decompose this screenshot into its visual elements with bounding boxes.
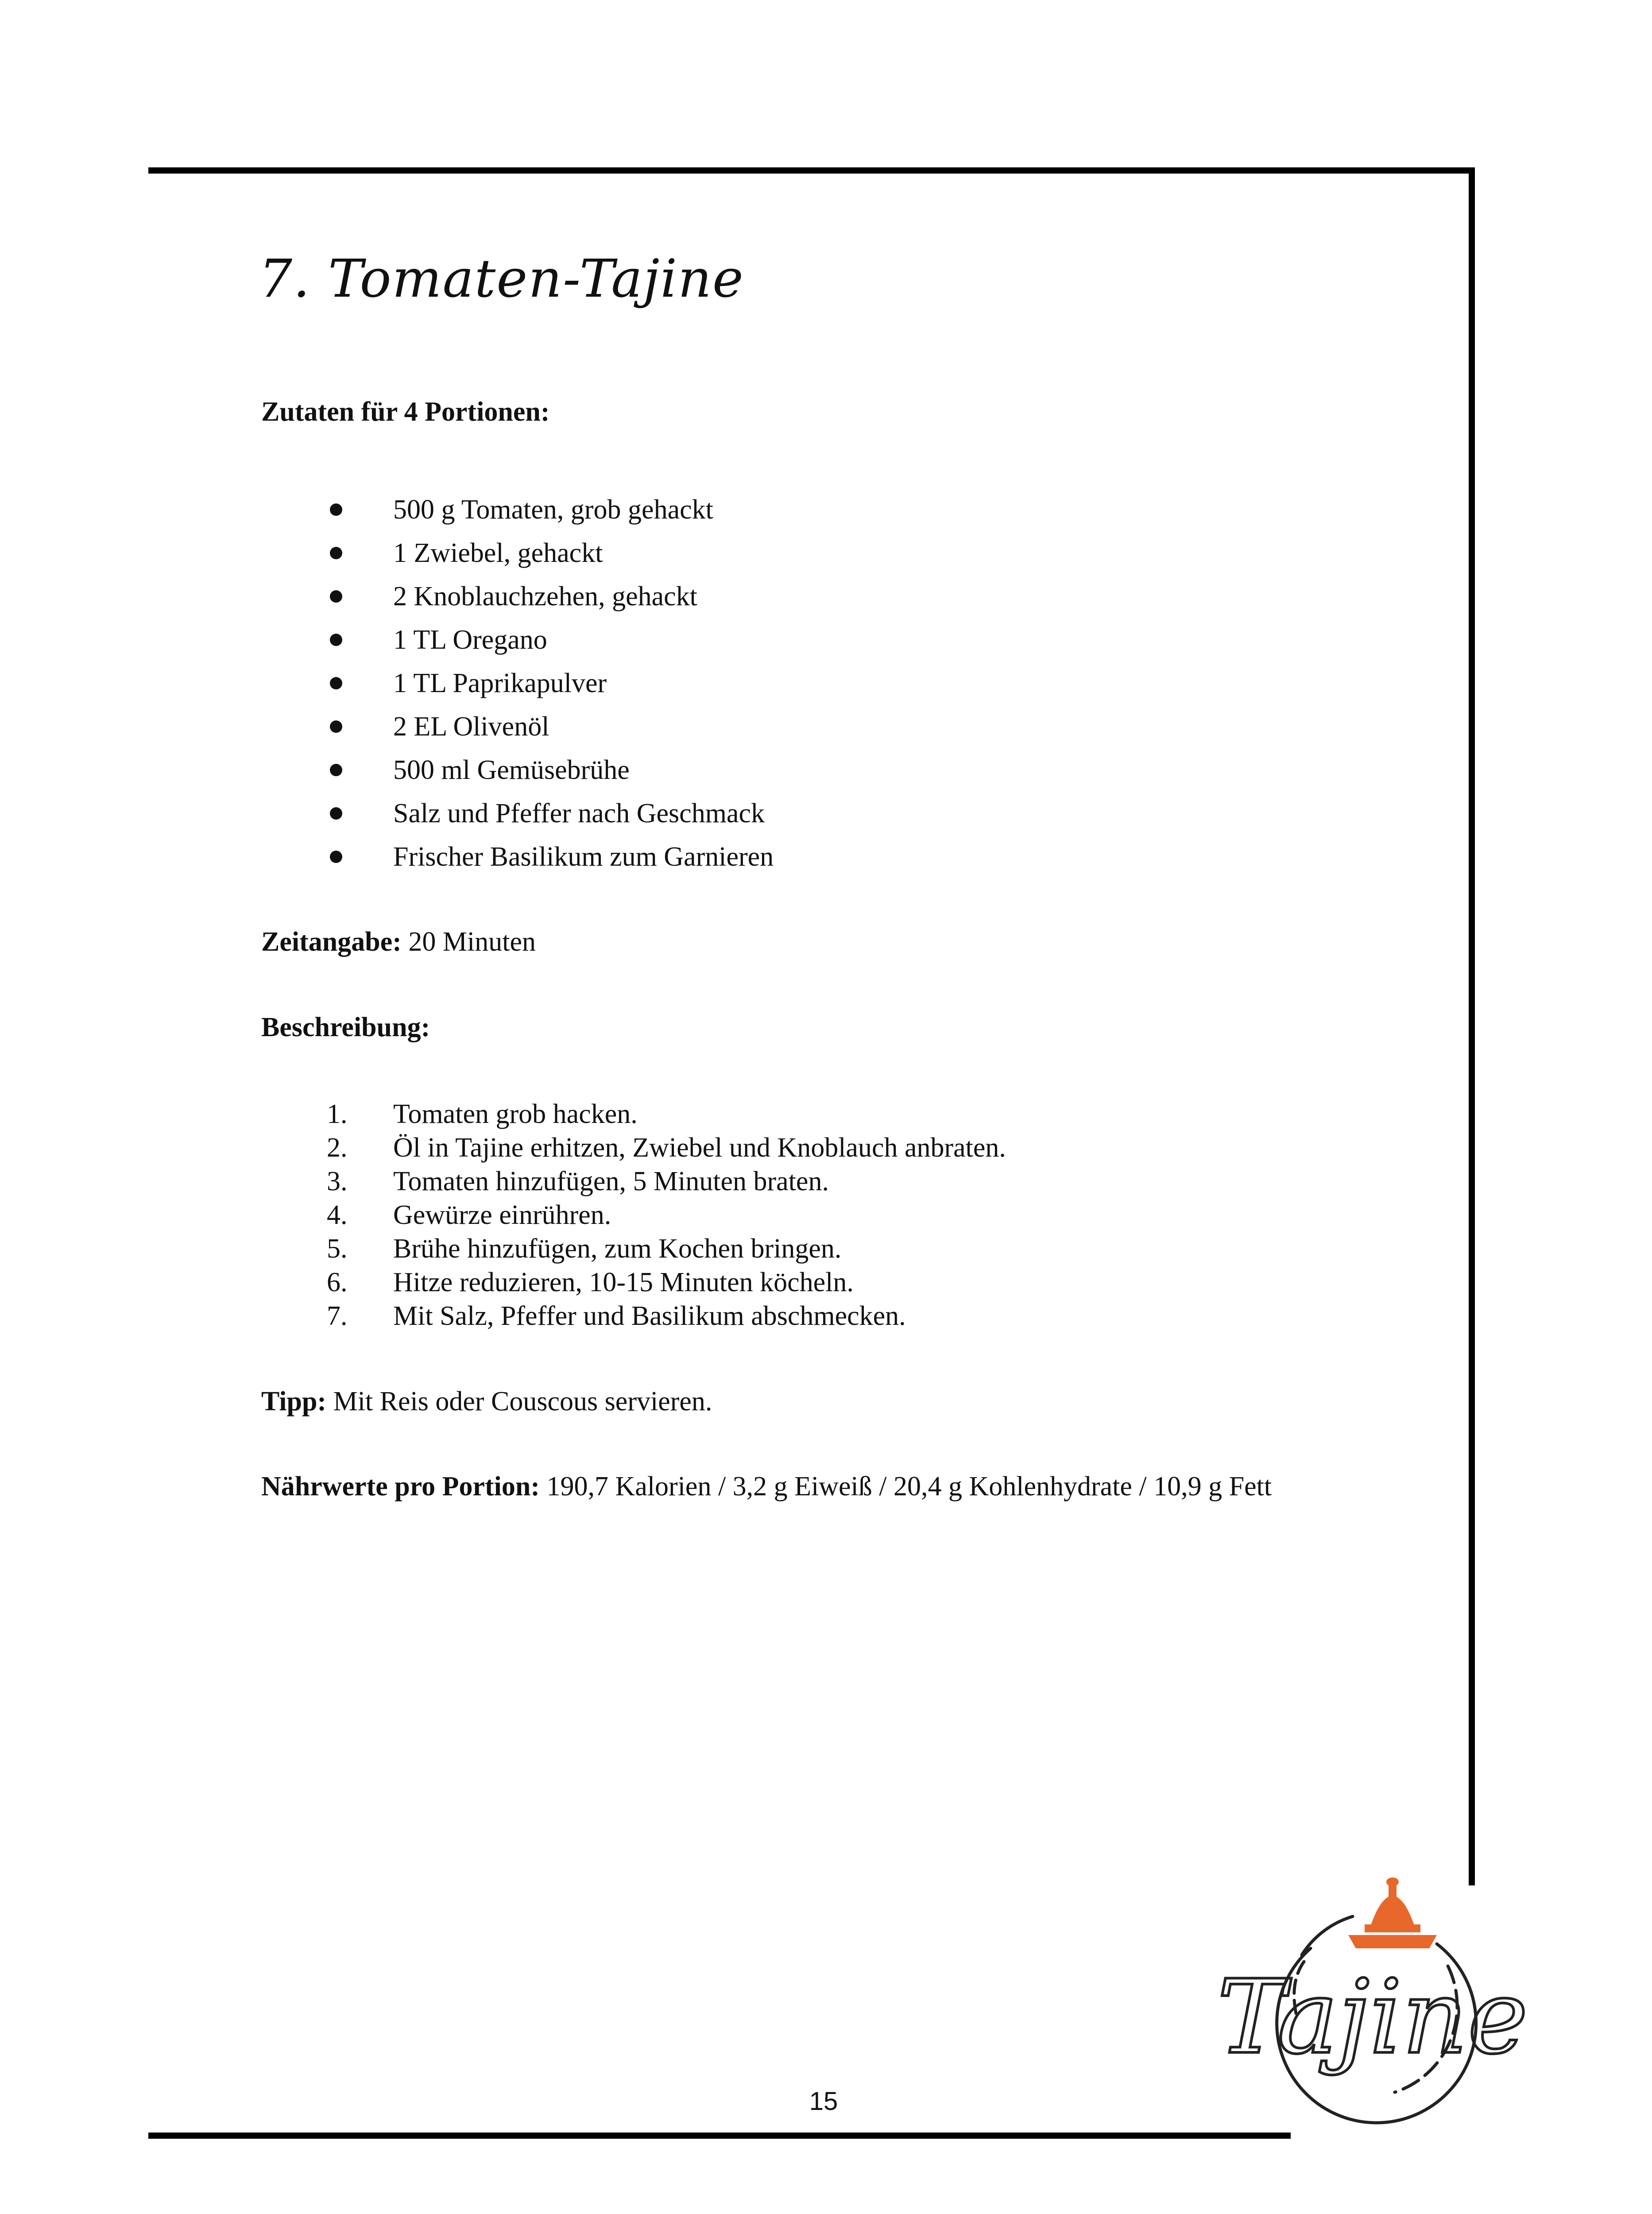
- step-text: Öl in Tajine erhitzen, Zwiebel und Knoblauch anbraten.: [393, 1133, 1006, 1163]
- step-text: Mit Salz, Pfeffer und Basilikum abschmecken.: [393, 1301, 906, 1331]
- bullet-icon: [330, 807, 342, 820]
- tip-label: Tipp:: [261, 1386, 327, 1417]
- step-text: Tomaten hinzufügen, 5 Minuten braten.: [393, 1166, 829, 1196]
- time-label: Zeitangabe:: [261, 927, 402, 957]
- bullet-icon: [330, 634, 342, 646]
- bullet-icon: [330, 764, 342, 776]
- step-number: 2.: [327, 1133, 348, 1163]
- page-number: 15: [809, 2087, 838, 2116]
- frame-right-border: [1469, 167, 1475, 1885]
- list-item: [0, 1098, 1151, 1132]
- tip: [261, 1386, 712, 1417]
- bullet-icon: [330, 677, 342, 689]
- list-item: 2 EL Olivenöl: [0, 711, 1151, 754]
- list-item: Frischer Basilikum zum Garnieren: [0, 841, 1151, 884]
- list-item: 500 g Tomaten, grob gehackt: [0, 494, 1151, 537]
- list-item: 1 TL Paprikapulver: [0, 667, 1151, 711]
- tip-value: Mit Reis oder Couscous servieren.: [333, 1386, 712, 1417]
- step-text: Tomaten grob hacken.: [393, 1099, 638, 1129]
- bullet-icon: [330, 503, 342, 516]
- tajine-logo: [1217, 1877, 1528, 2117]
- tajine-pot-icon: [1348, 1877, 1437, 1948]
- list-item: 1 TL Oregano: [0, 624, 1151, 667]
- step-text: Hitze reduzieren, 10-15 Minuten köcheln.: [393, 1267, 854, 1297]
- list-item: 2 Knoblauchzehen, gehackt: [0, 581, 1151, 624]
- nutrition-value: 190,7 Kalorien / 3,2 g Eiweiß / 20,4 g Kohlenhydrate / 10,9 g Fett: [546, 1471, 1272, 1502]
- recipe-title: 7. Tomaten-Tajine: [259, 248, 744, 309]
- list-item: 1 Zwiebel, gehackt: [0, 537, 1151, 581]
- logo-wordmark: Tajine: [1217, 1959, 1528, 2077]
- list-item: [0, 1199, 1151, 1233]
- nutrition-label: Nährwerte pro Portion:: [261, 1471, 540, 1502]
- step-number: 5.: [327, 1234, 348, 1264]
- frame-bottom-border: [148, 2133, 1291, 2139]
- step-text: Brühe hinzufügen, zum Kochen bringen.: [393, 1234, 842, 1264]
- list-item: 500 ml Gemüsebrühe: [0, 754, 1151, 797]
- bullet-icon: [330, 720, 342, 733]
- list-item: [0, 1266, 1151, 1300]
- step-number: 4.: [327, 1200, 348, 1230]
- step-number: 7.: [327, 1301, 348, 1331]
- step-number: 6.: [327, 1267, 348, 1297]
- nutrition-info: [261, 1471, 1272, 1502]
- list-item: Salz und Pfeffer nach Geschmack: [0, 797, 1151, 841]
- bullet-icon: [330, 590, 342, 603]
- step-text: Gewürze einrühren.: [393, 1200, 611, 1230]
- time-info: [261, 926, 536, 958]
- time-value: 20 Minuten: [408, 927, 536, 957]
- step-number: 3.: [327, 1166, 348, 1196]
- list-item: [0, 1132, 1151, 1165]
- list-item: [0, 1165, 1151, 1199]
- bullet-icon: [330, 547, 342, 559]
- frame-top-border: [148, 167, 1475, 174]
- list-item: [0, 1300, 1151, 1334]
- step-number: 1.: [327, 1099, 348, 1129]
- ingredients-heading: Zutaten für 4 Portionen:: [261, 397, 550, 427]
- bullet-icon: [330, 851, 342, 863]
- list-item: [0, 1233, 1151, 1266]
- description-heading: Beschreibung:: [261, 1012, 430, 1042]
